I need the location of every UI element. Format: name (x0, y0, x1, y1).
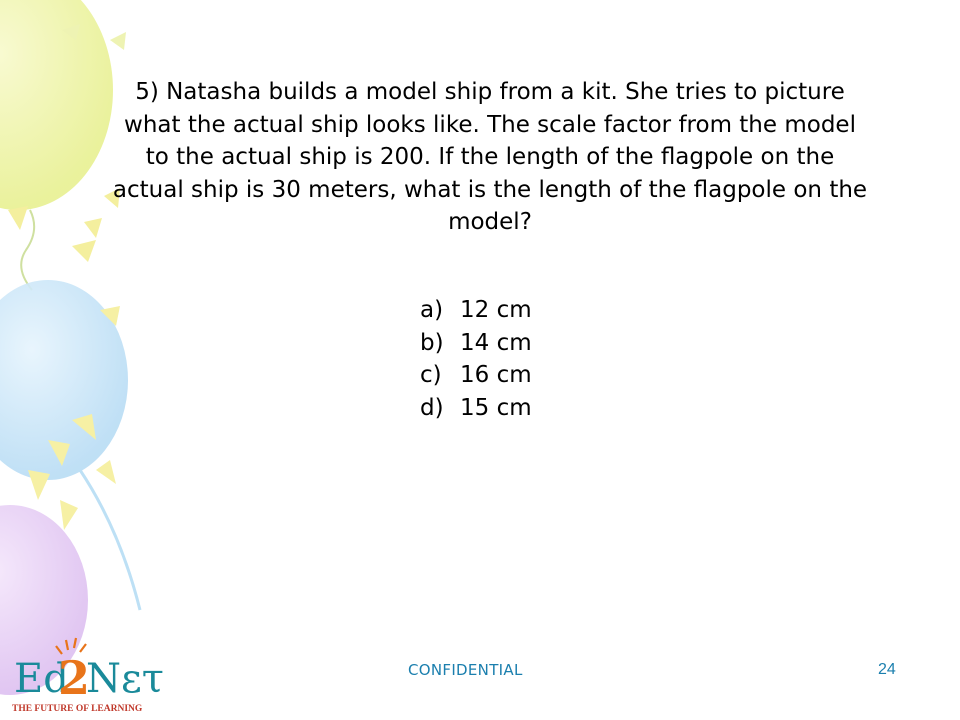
question-text: 5) Natasha builds a model ship from a kit. She tries to picture what the actual ship looks like. The scale factor from the model to the actual ship is 200. If the length of the flagpole on the actual ship is 30 meters, what is the length of the flagpole on the model? (112, 79, 868, 235)
confidential-label: CONFIDENTIAL (408, 661, 523, 679)
svg-text:2: 2 (58, 651, 91, 705)
option-letter: b) (420, 329, 444, 356)
answer-options (420, 294, 532, 424)
svg-text:Ed: Ed (14, 656, 69, 702)
option-letter: d) (420, 394, 444, 421)
option-letter: a) (420, 297, 444, 323)
option-c[interactable] (420, 359, 532, 392)
option-a[interactable] (420, 294, 532, 327)
option-b[interactable] (420, 327, 532, 360)
page-number: 24 (878, 661, 896, 678)
svg-text:Nετ: Nετ (86, 656, 164, 702)
option-text: 12 cm (460, 297, 532, 323)
option-text: 14 cm (460, 329, 532, 356)
option-letter: c) (420, 362, 442, 388)
option-text: 16 cm (460, 362, 532, 388)
option-d[interactable] (420, 392, 532, 425)
svg-text:THE FUTURE OF LEARNING: THE FUTURE OF LEARNING (12, 704, 143, 714)
ed2net-logo (10, 632, 170, 716)
option-text: 15 cm (460, 394, 532, 421)
